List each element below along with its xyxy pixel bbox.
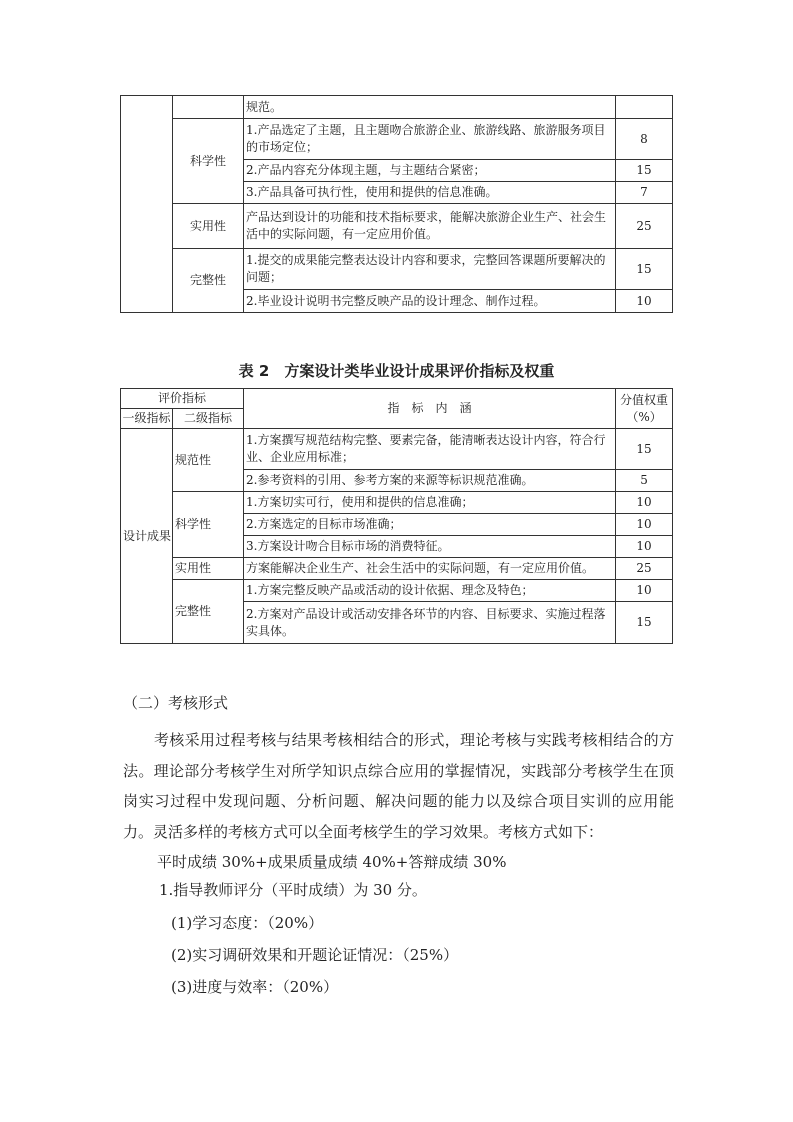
level1-cell: 设计成果 bbox=[121, 429, 173, 644]
header-weight: 分值权重（%） bbox=[616, 389, 673, 429]
table-2-title: 表 2 方案设计类毕业设计成果评价指标及权重 bbox=[238, 362, 555, 380]
level1-cell-empty bbox=[121, 96, 173, 313]
table-1-continuation bbox=[120, 95, 673, 313]
weight-cell: 15 bbox=[616, 602, 673, 644]
header-eval-index: 评价指标 bbox=[121, 389, 244, 409]
weight-cell: 8 bbox=[616, 119, 673, 160]
table-2 bbox=[120, 388, 673, 644]
weight-cell: 7 bbox=[616, 182, 673, 204]
weight-cell: 10 bbox=[616, 536, 673, 558]
weight-cell: 5 bbox=[616, 470, 673, 492]
header-level2: 二级指标 bbox=[173, 409, 244, 429]
level2-cell: 科学性 bbox=[173, 492, 244, 558]
weight-cell: 25 bbox=[616, 204, 673, 249]
table-cell: 2.参考资料的引用、参考方案的来源等标识规范准确。 bbox=[244, 470, 616, 492]
level2-cell: 实用性 bbox=[173, 558, 244, 580]
table-cell: 2.方案对产品设计或活动安排各环节的内容、目标要求、实施过程落实具体。 bbox=[244, 602, 616, 644]
weight-cell: 25 bbox=[616, 558, 673, 580]
level2-cell: 科学性 bbox=[173, 119, 244, 204]
weight-cell bbox=[616, 96, 673, 119]
table-cell: 1.方案切实可行，使用和提供的信息准确； bbox=[244, 492, 616, 514]
table-cell: 2.方案选定的目标市场准确； bbox=[244, 514, 616, 536]
table-cell: 3.产品具备可执行性，使用和提供的信息准确。 bbox=[244, 182, 616, 204]
level2-cell: 规范性 bbox=[173, 429, 244, 492]
weight-cell: 15 bbox=[616, 249, 673, 290]
list-item: (2)实习调研效果和开题论证情况：（25%） bbox=[171, 946, 459, 964]
section-heading: （二）考核形式 bbox=[123, 694, 229, 712]
table-cell: 1.方案撰写规范结构完整、要素完备，能清晰表达设计内容，符合行业、企业应用标准； bbox=[244, 429, 616, 470]
table-cell: 1.提交的成果能完整表达设计内容和要求，完整回答课题所要解决的问题； bbox=[244, 249, 616, 290]
table-cell: 2.产品内容充分体现主题，与主题结合紧密； bbox=[244, 160, 616, 182]
weight-cell: 10 bbox=[616, 580, 673, 602]
table-cell: 3.方案设计吻合目标市场的消费特征。 bbox=[244, 536, 616, 558]
list-item: (1)学习态度：（20%） bbox=[171, 914, 324, 932]
body-paragraph: 考核采用过程考核与结果考核相结合的形式，理论考核与实践考核相结合的方法。理论部分考核学生对所学知识点综合应用的掌握情况，实践部分考核学生在顶岗实习过程中发现问题、分析问题、解决问题的能力以及综合项目实训的应用能力。灵活多样的考核方式可以全面考核学生的学习效果。考核方式如下： bbox=[123, 731, 674, 841]
table-cell: 1.产品选定了主题，且主题吻合旅游企业、旅游线路、旅游服务项目的市场定位； bbox=[244, 119, 616, 160]
weight-cell: 15 bbox=[616, 160, 673, 182]
table-cell: 方案能解决企业生产、社会生活中的实际问题，有一定应用价值。 bbox=[244, 558, 616, 580]
level2-cell-empty bbox=[173, 96, 244, 119]
weight-cell: 10 bbox=[616, 290, 673, 313]
table-cell: 规范。 bbox=[244, 96, 616, 119]
level2-cell: 完整性 bbox=[173, 580, 244, 644]
level2-cell: 完整性 bbox=[173, 249, 244, 313]
table-cell: 产品达到设计的功能和技术指标要求，能解决旅游企业生产、社会生活中的实际问题，有一定应用价值。 bbox=[244, 204, 616, 249]
score-formula: 平时成绩 30%+成果质量成绩 40%+答辩成绩 30% bbox=[157, 853, 507, 871]
header-level1: 一级指标 bbox=[121, 409, 173, 429]
weight-cell: 10 bbox=[616, 514, 673, 536]
weight-cell: 15 bbox=[616, 429, 673, 470]
header-index-content: 指 标 内 涵 bbox=[244, 389, 616, 429]
level2-cell: 实用性 bbox=[173, 204, 244, 249]
table-cell: 2.毕业设计说明书完整反映产品的设计理念、制作过程。 bbox=[244, 290, 616, 313]
list-item: 1.指导教师评分（平时成绩）为 30 分。 bbox=[159, 881, 427, 899]
list-item: (3)进度与效率：（20%） bbox=[171, 978, 339, 996]
table-cell: 1.方案完整反映产品或活动的设计依据、理念及特色； bbox=[244, 580, 616, 602]
weight-cell: 10 bbox=[616, 492, 673, 514]
